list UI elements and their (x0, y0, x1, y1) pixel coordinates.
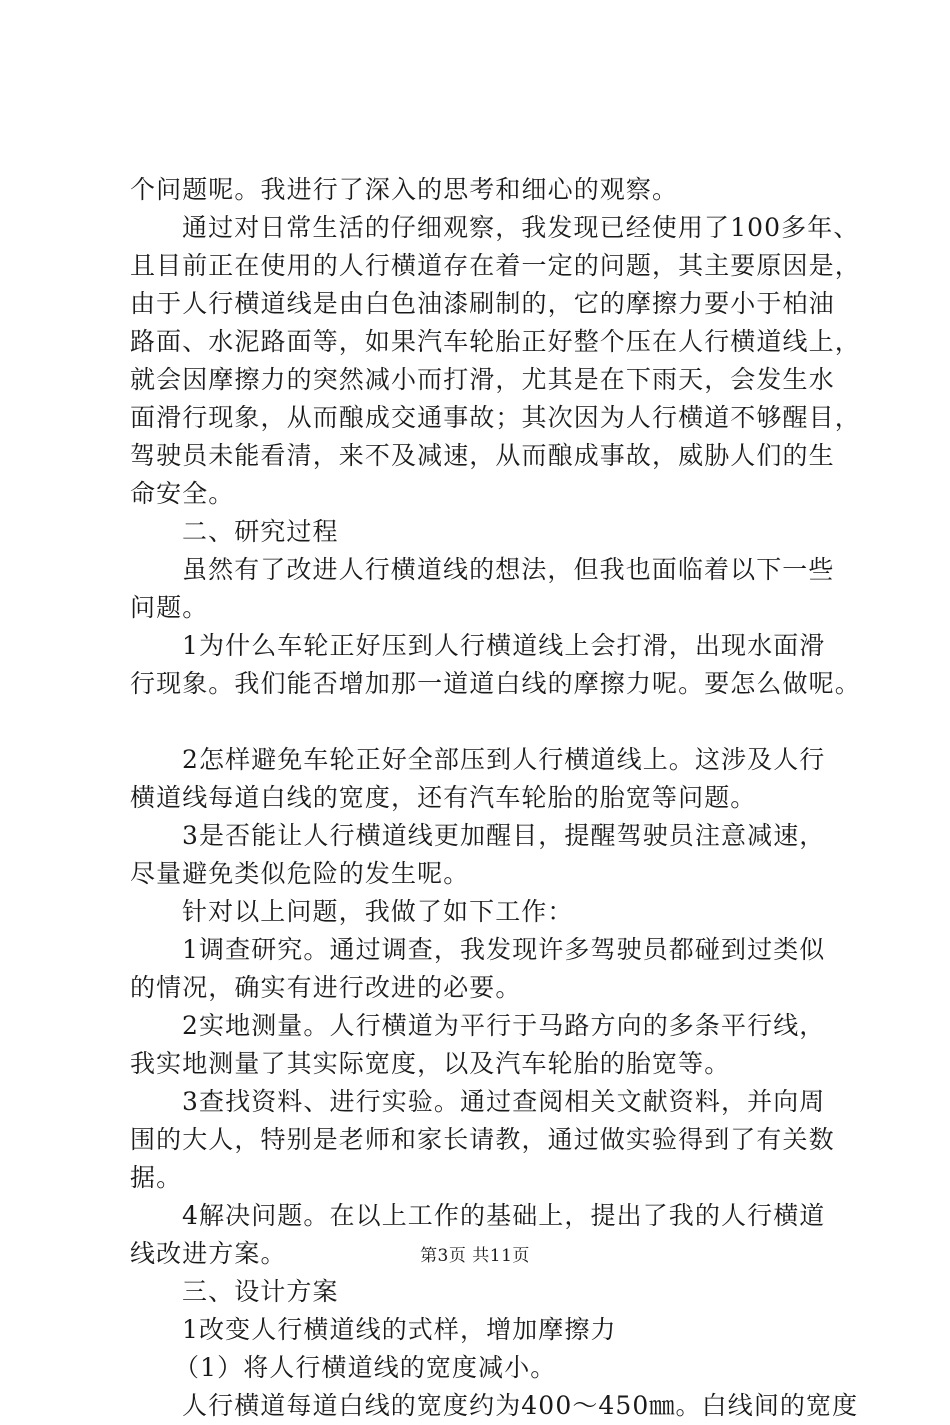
text-line: 3是否能让人行横道线更加醒目，提醒驾驶员注意减速， (182, 821, 826, 850)
text-line: 通过对日常生活的仔细观察，我发现已经使用了100多年、 (182, 213, 860, 242)
text-line: 人行横道每道白线的宽度约为400～450㎜。白线间的宽度 (182, 1391, 859, 1420)
text-line: 横道线每道白线的宽度，还有汽车轮胎的胎宽等问题。 (130, 783, 757, 812)
text-line: 4解决问题。在以上工作的基础上，提出了我的人行横道 (182, 1201, 826, 1230)
subsection-heading: 1改变人行横道线的式样，增加摩擦力 (182, 1315, 617, 1344)
text-line: 尽量避免类似危险的发生呢。 (130, 859, 470, 888)
text-line: （1）将人行横道线的宽度减小。 (174, 1353, 557, 1382)
text-line: 我实地测量了其实际宽度，以及汽车轮胎的胎宽等。 (130, 1049, 731, 1078)
text-line: 驾驶员未能看清，来不及减速，从而酿成事故，威胁人们的生 (130, 441, 835, 470)
text-line: 面滑行现象，从而酿成交通事故；其次因为人行横道不够醒目， (130, 403, 861, 432)
text-line: 命安全。 (130, 479, 235, 508)
text-line: 围的大人，特别是老师和家长请教，通过做实验得到了有关数 (130, 1125, 835, 1154)
text-line: 据。 (130, 1163, 183, 1192)
text-line: 问题。 (130, 593, 209, 622)
text-line: 2实地测量。人行横道为平行于马路方向的多条平行线， (182, 1011, 826, 1040)
section-heading: 三、设计方案 (182, 1277, 339, 1306)
body-text (130, 171, 861, 1425)
text-line: 行现象。我们能否增加那一道道白线的摩擦力呢。要怎么做呢。 (130, 669, 861, 698)
text-line: 1调查研究。通过调查，我发现许多驾驶员都碰到过类似 (182, 935, 826, 964)
text-line: 线改进方案。 (130, 1239, 287, 1268)
text-line: 由于人行横道线是由白色油漆刷制的，它的摩擦力要小于柏油 (130, 289, 835, 318)
blank-line (130, 703, 835, 741)
section-heading: 二、研究过程 (182, 517, 339, 546)
text-line: 3查找资料、进行实验。通过查阅相关文献资料，并向周 (182, 1087, 826, 1116)
text-line: 的情况，确实有进行改进的必要。 (130, 973, 522, 1002)
text-line: 就会因摩擦力的突然减小而打滑，尤其是在下雨天，会发生水 (130, 365, 835, 394)
text-line: 且目前正在使用的人行横道存在着一定的问题，其主要原因是， (130, 251, 861, 280)
text-line: 虽然有了改进人行横道线的想法，但我也面临着以下一些 (182, 555, 835, 584)
text-line: 路面、水泥路面等，如果汽车轮胎正好整个压在人行横道线上， (130, 327, 861, 356)
page-number-footer: 第3页 共11页 (420, 1246, 530, 1266)
text-line: 针对以上问题，我做了如下工作： (182, 897, 574, 926)
text-line: 1为什么车轮正好压到人行横道线上会打滑，出现水面滑 (182, 631, 826, 660)
text-line: 个问题呢。我进行了深入的思考和细心的观察。 (130, 175, 679, 204)
text-line: 2怎样避免车轮正好全部压到人行横道线上。这涉及人行 (182, 745, 826, 774)
